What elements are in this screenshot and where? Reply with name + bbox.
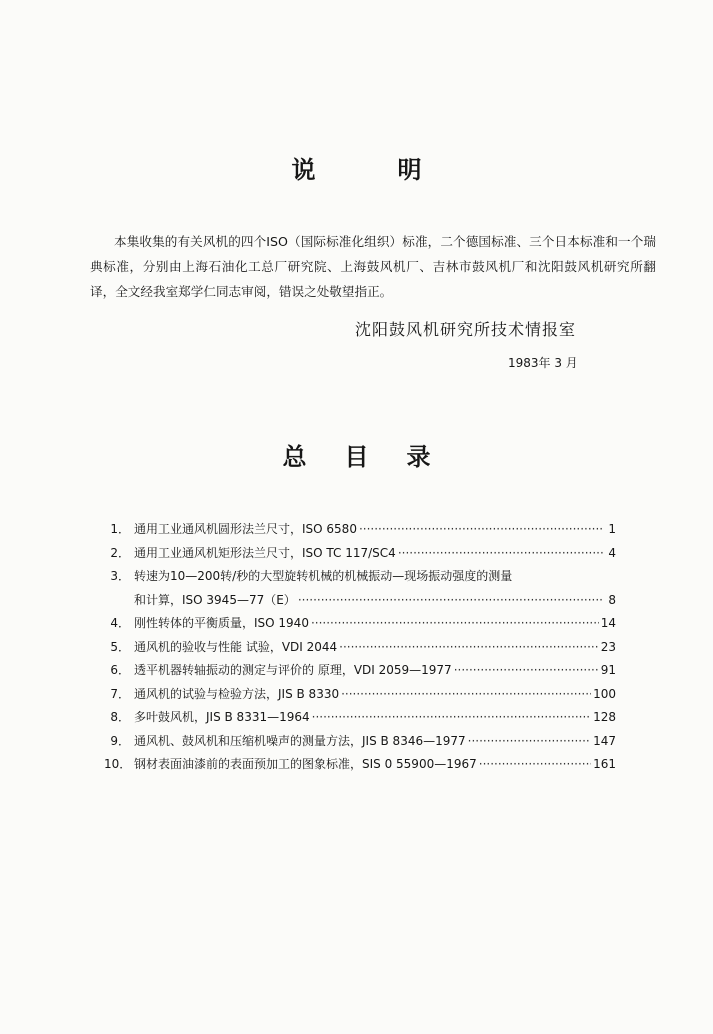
toc-entry-number: 6． xyxy=(110,663,130,677)
toc-entry-page: 147 xyxy=(593,733,616,748)
toc-leader-dots xyxy=(359,522,604,536)
intro-paragraph: 本集收集的有关风机的四个ISO（国际标准化组织）标准，二个德国标准、三个日本标准和一个瑞典标准，分别由上海石油化工总厂研究院、上海鼓风机厂、吉林市鼓风机厂和沈阳鼓风机研究所翻译，全文经我室郑学仁同志审阅，错误之处敬望指正。 xyxy=(90,234,656,299)
toc-leader-dots xyxy=(454,663,599,677)
title-char: 说 xyxy=(291,156,316,184)
toc-entry-page: 161 xyxy=(593,757,616,771)
toc-entry[interactable] xyxy=(104,567,616,591)
toc-entry-number: 8． xyxy=(110,710,130,724)
toc-entry-number: 2． xyxy=(110,545,130,560)
toc-entry[interactable] xyxy=(104,685,616,709)
toc-entry-title: 通风机的验收与性能 试验，VDI 2044 xyxy=(134,639,338,654)
title-char: 明 xyxy=(397,156,422,184)
toc-entry-title: 通风机的试验与检验方法，JIS B 8330 xyxy=(134,686,340,701)
toc-entry[interactable] xyxy=(104,708,616,732)
toc-entry-page: 14 xyxy=(600,616,616,630)
toc-entry-title: 钢材表面油漆前的表面预加工的图象标准，SIS 0 55900—1967 xyxy=(134,757,477,771)
toc-entry-number: 3． xyxy=(110,569,130,583)
toc-entry-page: 4 xyxy=(608,545,616,560)
toc-leader-dots xyxy=(479,757,591,771)
table-of-contents xyxy=(104,520,616,779)
toc-title xyxy=(0,437,713,472)
toc-entry-number: 9． xyxy=(110,733,130,748)
toc-entry-title: 通风机、鼓风机和压缩机噪声的测量方法，JIS B 8346—1977 xyxy=(134,733,466,748)
publication-date: 1983年 3 月 xyxy=(508,356,578,370)
toc-entry[interactable] xyxy=(104,661,616,685)
toc-title-char: 总 xyxy=(282,443,307,471)
toc-entry-page: 1 xyxy=(608,522,616,536)
toc-entry-page: 91 xyxy=(600,663,616,677)
toc-leader-dots xyxy=(341,687,591,701)
organization-name: 沈阳鼓风机研究所技术情报室 xyxy=(355,320,577,339)
toc-entry[interactable] xyxy=(104,755,616,779)
page-title xyxy=(0,150,713,185)
toc-leader-dots xyxy=(339,640,599,654)
toc-entry-page: 128 xyxy=(593,710,616,724)
toc-entry-title-continued: 和计算，ISO 3945—77（E） xyxy=(134,592,296,607)
toc-entry-title: 转速为10—200转/秒的大型旋转机械的机械振动—现场振动强度的测量 xyxy=(134,569,513,583)
toc-entry[interactable] xyxy=(104,520,616,544)
toc-entry-page: 23 xyxy=(600,639,616,654)
toc-entry-title: 通用工业通风机圆形法兰尺寸，ISO 6580 xyxy=(134,522,357,536)
toc-entry-page: 100 xyxy=(593,686,616,701)
toc-entry-number: 4． xyxy=(110,616,130,630)
toc-entry-number: 5． xyxy=(110,639,130,654)
toc-leader-dots xyxy=(468,734,591,748)
toc-leader-dots xyxy=(298,593,604,607)
toc-entry-title: 刚性转体的平衡质量，ISO 1940 xyxy=(134,616,309,630)
toc-entry-number: 7． xyxy=(110,686,130,701)
toc-entry-continuation[interactable] xyxy=(104,591,616,615)
toc-entry[interactable] xyxy=(104,544,616,568)
toc-leader-dots xyxy=(398,546,604,560)
toc-entry[interactable] xyxy=(104,732,616,756)
toc-title-char: 目 xyxy=(344,443,369,471)
toc-leader-dots xyxy=(312,710,591,724)
toc-leader-dots xyxy=(311,616,599,630)
toc-entry-title: 透平机器转轴振动的测定与评价的 原理，VDI 2059—1977 xyxy=(134,663,452,677)
toc-entry-number: 1． xyxy=(110,522,130,536)
toc-entry[interactable] xyxy=(104,638,616,662)
toc-entry-title: 通用工业通风机矩形法兰尺寸，ISO TC 117/SC4 xyxy=(134,545,396,560)
toc-entry[interactable] xyxy=(104,614,616,638)
toc-entry-number: 10． xyxy=(104,757,132,771)
toc-title-char: 录 xyxy=(406,443,431,471)
toc-entry-page: 8 xyxy=(608,592,616,607)
toc-entry-title: 多叶鼓风机，JIS B 8331—1964 xyxy=(134,710,310,724)
